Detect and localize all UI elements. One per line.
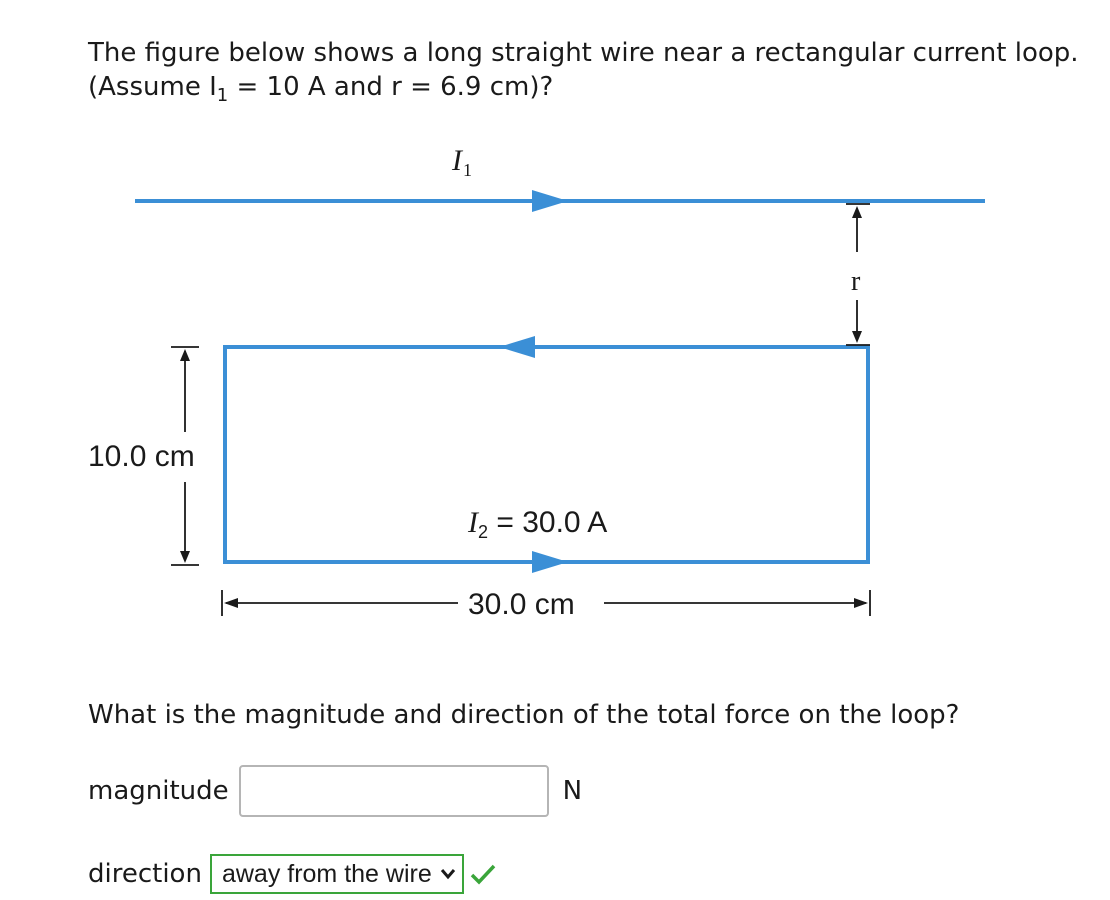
height-label: 10.0 cm [88, 440, 195, 473]
loop-top-arrow [499, 336, 535, 358]
direction-row [88, 853, 496, 895]
problem-assume-values: = 10 A and r = 6.9 cm)? [228, 72, 554, 102]
problem-assume-prefix: (Assume I [88, 72, 217, 102]
i1-label: $I_1$ [452, 144, 472, 180]
chevron-down-icon [440, 868, 456, 880]
height-arrow-down [180, 551, 190, 563]
r-arrow-down [852, 331, 862, 343]
wire-current-arrow [532, 190, 568, 212]
question-text: What is the magnitude and direction of the total force on the loop? [88, 700, 960, 730]
r-arrow-up [852, 206, 862, 218]
r-label: r [851, 266, 861, 297]
magnitude-input[interactable] [239, 765, 549, 817]
width-label: 30.0 cm [468, 588, 575, 621]
magnitude-row [88, 762, 582, 820]
direction-select[interactable] [210, 854, 464, 894]
direction-label: direction [88, 859, 202, 889]
problem-line-1: The figure below shows a long straight wire near a rectangular current loop. [88, 38, 1079, 68]
problem-i1-subscript: 1 [216, 85, 229, 107]
width-arrow-left [224, 598, 238, 608]
magnitude-label: magnitude [88, 776, 229, 806]
check-icon [470, 863, 496, 885]
loop-bottom-arrow [532, 551, 568, 573]
width-arrow-right [854, 598, 868, 608]
magnitude-unit: N [562, 776, 583, 806]
height-arrow-up [180, 349, 190, 361]
direction-selected-value: away from the wire [221, 859, 432, 888]
i2-label: $I_2 = 30.0$ A [468, 506, 608, 542]
